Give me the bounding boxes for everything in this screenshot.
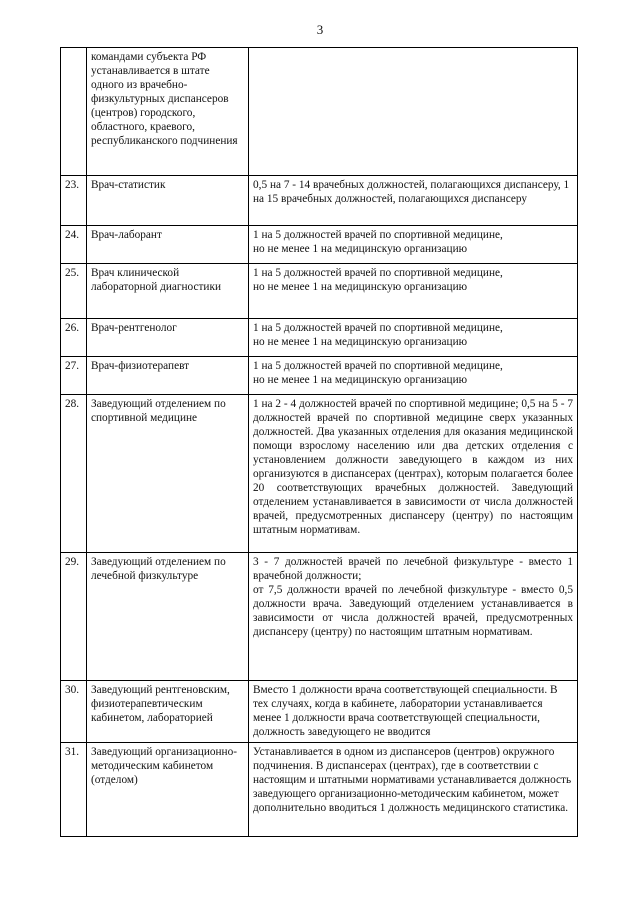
norm-cell: Вместо 1 должности врача соответствующей специальности. В тех случаях, когда в кабинете, лаборатории устанавливается менее 1 должности врача соответствующей специальности, должность заведующего не вводится (249, 681, 578, 743)
position-cell: Врач-физиотерапевт (87, 357, 249, 395)
norm-cell: 1 на 5 должностей врачей по спортивной медицине, но не менее 1 на медицинскую организацию (249, 357, 578, 395)
position-cell: Заведующий отделением по спортивной медицине (87, 395, 249, 553)
row-number: 24. (61, 226, 87, 264)
table-row (61, 48, 578, 176)
page-number: 3 (316, 22, 324, 37)
table-row (61, 395, 578, 553)
table-row (61, 743, 578, 837)
norm-cell (249, 48, 578, 176)
row-number: 27. (61, 357, 87, 395)
row-number: 31. (61, 743, 87, 837)
staffing-norms-table (60, 47, 578, 837)
position-cell: Заведующий организационно-методическим кабинетом (отделом) (87, 743, 249, 837)
norm-cell: 1 на 5 должностей врачей по спортивной медицине, но не менее 1 на медицинскую организацию (249, 319, 578, 357)
norm-cell: Устанавливается в одном из диспансеров (центров) окружного подчинения. В диспансерах (центрах), где в соответствии с настоящим и штатными нормативами устанавливается должность заведующего организационно-методическим кабинетом, может дополнительно вводиться 1 должность медицинского статистика. (249, 743, 578, 837)
position-cell: Врач-статистик (87, 176, 249, 226)
row-number: 25. (61, 264, 87, 319)
table-row (61, 319, 578, 357)
position-cell: Заведующий рентгеновским, физиотерапевтическим кабинетом, лабораторией (87, 681, 249, 743)
row-number: 30. (61, 681, 87, 743)
position-cell: Врач-лаборант (87, 226, 249, 264)
table-row (61, 226, 578, 264)
row-number: 23. (61, 176, 87, 226)
position-cell: Врач-рентгенолог (87, 319, 249, 357)
position-cell: Заведующий отделением по лечебной физкультуре (87, 553, 249, 681)
table-row (61, 681, 578, 743)
table-row (61, 176, 578, 226)
norm-cell: 1 на 5 должностей врачей по спортивной медицине, но не менее 1 на медицинскую организацию (249, 226, 578, 264)
norm-cell: 1 на 2 - 4 должностей врачей по спортивной медицине; 0,5 на 5 - 7 должностей врачей по спортивной медицине сверх указанных должностей. Два указанных отделения для оказания медицинской помощи взрослому населению или два детских отделения с установлением должности заведующего в каждом из них организуются в диспансерах (центрах), которым полагается более 20 соответствующих врачебных должностей. Заведующий отделением устанавливается в зависимости от числа должностей врачей, предусмотренных диспансеру (центру) по настоящим штатным нормативам. (249, 395, 578, 553)
row-number: 29. (61, 553, 87, 681)
table-row (61, 357, 578, 395)
row-number: 26. (61, 319, 87, 357)
row-number: 28. (61, 395, 87, 553)
row-number (61, 48, 87, 176)
norm-cell: 0,5 на 7 - 14 врачебных должностей, полагающихся диспансеру, 1 на 15 врачебных должностей, полагающихся диспансеру (249, 176, 578, 226)
position-cell: Врач клинической лабораторной диагностики (87, 264, 249, 319)
position-cell: командами субъекта РФ устанавливается в штате одного из врачебно-физкультурных диспансеров (центров) городского, областного, краевого, республиканского подчинения (87, 48, 249, 176)
norm-cell: 3 - 7 должностей врачей по лечебной физкультуре - вместо 1 врачебной должности; от 7,5 должности врачей по лечебной физкультуре - вместо 0,5 должности врача. Заведующий отделением устанавливается в зависимости от числа должностей врачей, предусмотренных диспансеру (центру) по настоящим штатным нормативам. (249, 553, 578, 681)
table-row (61, 264, 578, 319)
norm-cell: 1 на 5 должностей врачей по спортивной медицине, но не менее 1 на медицинскую организацию (249, 264, 578, 319)
table-row (61, 553, 578, 681)
